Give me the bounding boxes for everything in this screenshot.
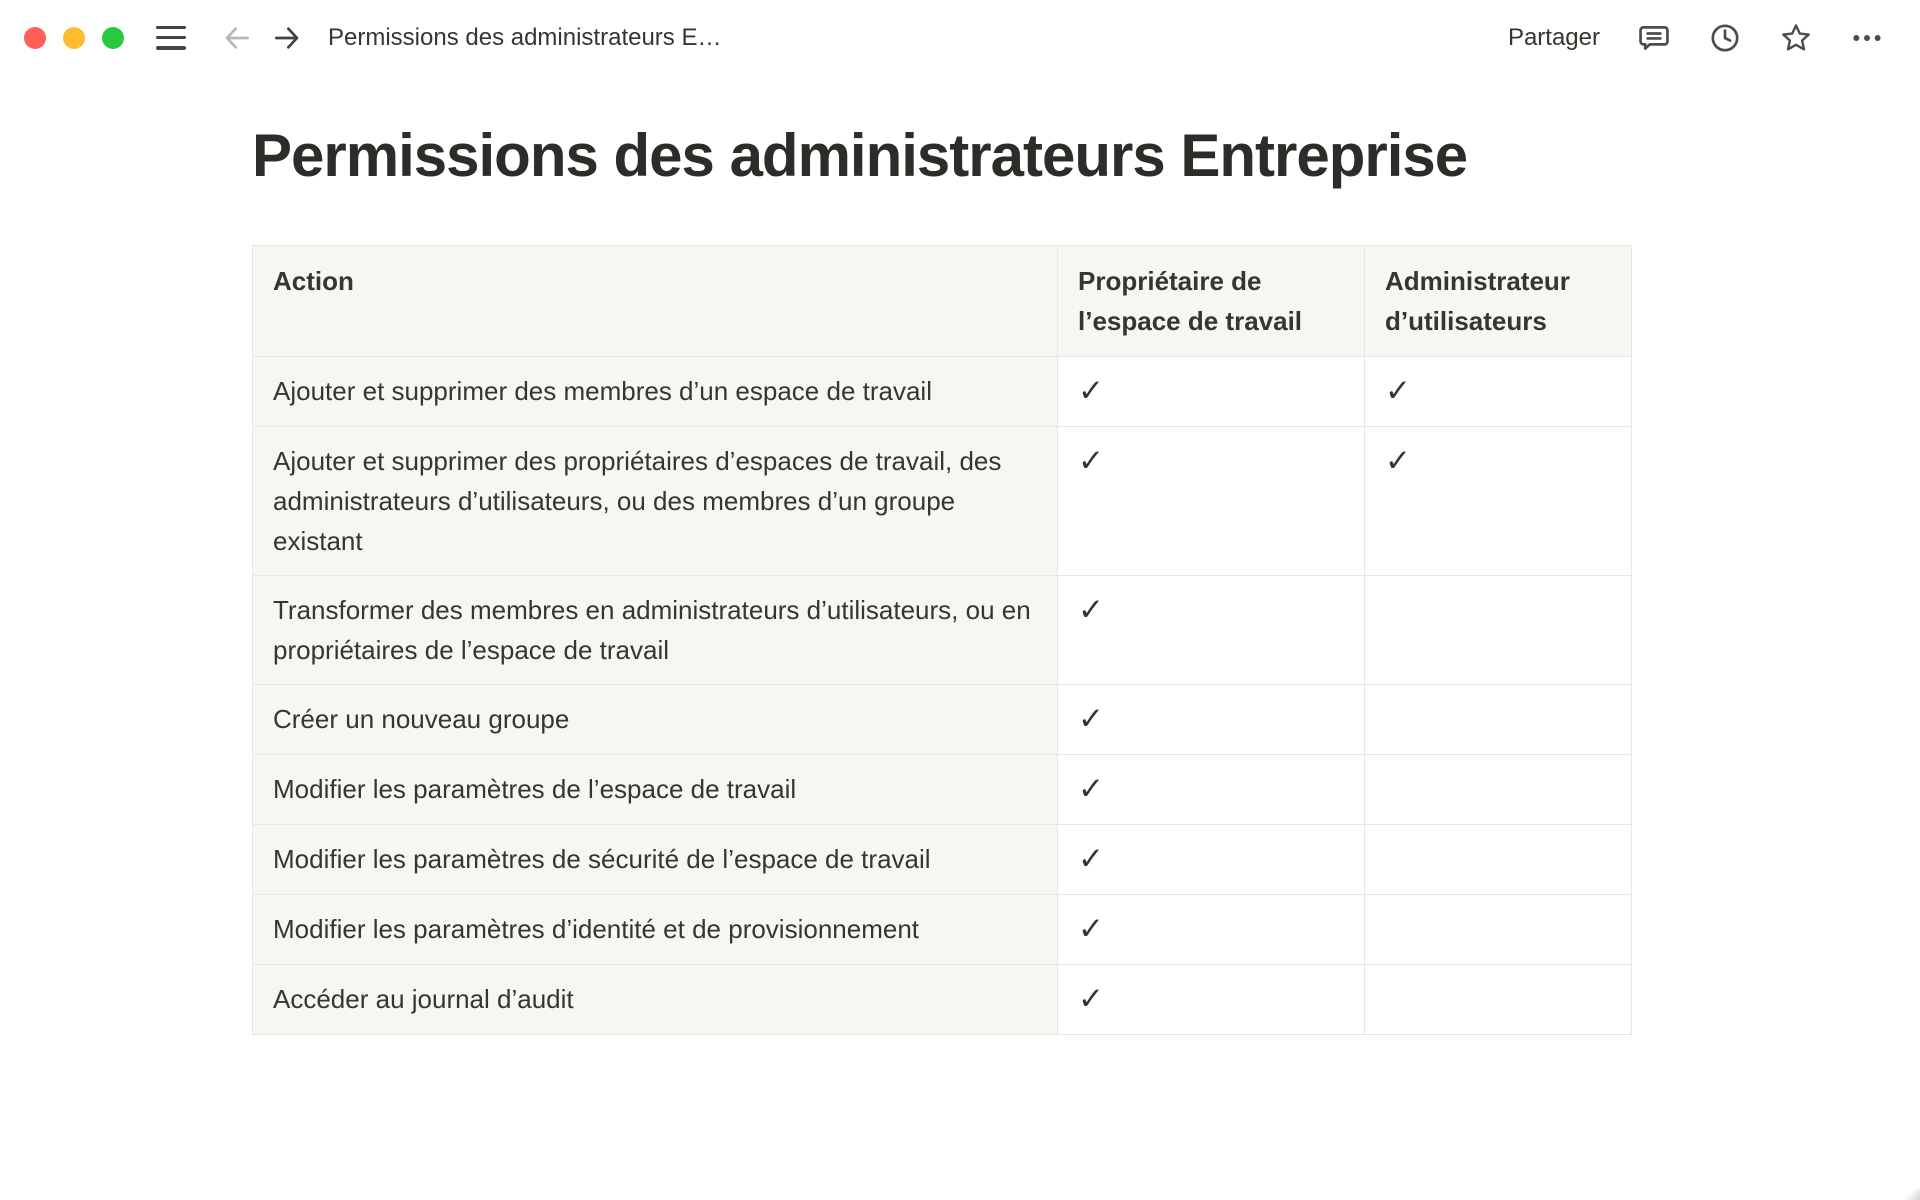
check-cell-checked[interactable] (1058, 357, 1365, 427)
check-icon: ✓ (1078, 701, 1104, 736)
back-arrow-icon (221, 22, 253, 54)
history-button[interactable] (1708, 21, 1742, 55)
traffic-light-minimize-button[interactable] (63, 27, 85, 49)
permissions-table (252, 245, 1632, 1035)
clock-icon (1708, 21, 1742, 55)
check-cell-empty[interactable] (1365, 755, 1632, 825)
star-icon (1779, 21, 1813, 55)
page-title[interactable]: Permissions des administrateurs Entreprise (252, 122, 1468, 189)
table-row (253, 685, 1632, 755)
check-cell-empty[interactable] (1365, 576, 1632, 685)
document-title: Permissions des administrateurs E… (328, 23, 722, 51)
favorite-button[interactable] (1779, 21, 1813, 55)
check-icon: ✓ (1078, 981, 1104, 1016)
check-cell-checked[interactable] (1058, 965, 1365, 1035)
forward-button[interactable] (270, 21, 304, 55)
traffic-lights (24, 27, 124, 49)
check-cell-empty[interactable] (1365, 685, 1632, 755)
back-button[interactable] (220, 21, 254, 55)
table-header-row (253, 246, 1632, 357)
share-button[interactable]: Partager (1507, 23, 1600, 51)
table-row (253, 576, 1632, 685)
check-cell-checked[interactable] (1365, 357, 1632, 427)
check-cell-checked[interactable] (1058, 895, 1365, 965)
table-body (253, 357, 1632, 1035)
check-icon: ✓ (1078, 443, 1104, 478)
header-user-admin[interactable]: Administrateur d’utilisateurs (1365, 246, 1632, 357)
ellipsis-icon (1850, 21, 1884, 55)
check-icon: ✓ (1078, 373, 1104, 408)
check-icon: ✓ (1078, 841, 1104, 876)
check-cell-empty[interactable] (1365, 895, 1632, 965)
page-content (252, 75, 1631, 1035)
check-icon: ✓ (1385, 443, 1411, 478)
comment-icon (1637, 21, 1671, 55)
header-action[interactable]: Action (253, 246, 1058, 357)
check-cell-checked[interactable] (1058, 576, 1365, 685)
check-icon: ✓ (1078, 911, 1104, 946)
action-cell[interactable]: Transformer des membres en administrateurs d’utilisateurs, ou en propriétaires de l’espace de travail (253, 576, 1058, 685)
check-cell-empty[interactable] (1365, 965, 1632, 1035)
table-row (253, 825, 1632, 895)
screen-corner-artifact (1894, 1188, 1920, 1200)
more-options-button[interactable] (1850, 21, 1884, 55)
action-cell[interactable]: Modifier les paramètres de l’espace de travail (253, 755, 1058, 825)
table-row (253, 965, 1632, 1035)
forward-arrow-icon (271, 22, 303, 54)
check-cell-checked[interactable] (1365, 427, 1632, 576)
check-cell-checked[interactable] (1058, 427, 1365, 576)
action-cell[interactable]: Accéder au journal d’audit (253, 965, 1058, 1035)
action-cell[interactable]: Créer un nouveau groupe (253, 685, 1058, 755)
topbar-actions (1508, 21, 1884, 55)
table-row (253, 427, 1632, 576)
table-row (253, 755, 1632, 825)
sidebar-menu-button[interactable] (156, 26, 186, 50)
action-cell[interactable]: Ajouter et supprimer des membres d’un espace de travail (253, 357, 1058, 427)
action-cell[interactable]: Modifier les paramètres d’identité et de provisionnement (253, 895, 1058, 965)
check-cell-checked[interactable] (1058, 685, 1365, 755)
hamburger-icon (156, 26, 186, 30)
check-icon: ✓ (1078, 592, 1104, 627)
traffic-light-zoom-button[interactable] (102, 27, 124, 49)
check-cell-checked[interactable] (1058, 825, 1365, 895)
check-cell-checked[interactable] (1058, 755, 1365, 825)
check-cell-empty[interactable] (1365, 825, 1632, 895)
check-icon: ✓ (1385, 373, 1411, 408)
table-row (253, 357, 1632, 427)
action-cell[interactable]: Ajouter et supprimer des propriétaires d’espaces de travail, des administrateurs d’utilisateurs, ou des membres d’un groupe existant (253, 427, 1058, 576)
action-cell[interactable]: Modifier les paramètres de sécurité de l’espace de travail (253, 825, 1058, 895)
window-titlebar (0, 0, 1920, 75)
check-icon: ✓ (1078, 771, 1104, 806)
table-row (253, 895, 1632, 965)
header-workspace-owner[interactable]: Propriétaire de l’espace de travail (1058, 246, 1365, 357)
comments-button[interactable] (1637, 21, 1671, 55)
traffic-light-close-button[interactable] (24, 27, 46, 49)
